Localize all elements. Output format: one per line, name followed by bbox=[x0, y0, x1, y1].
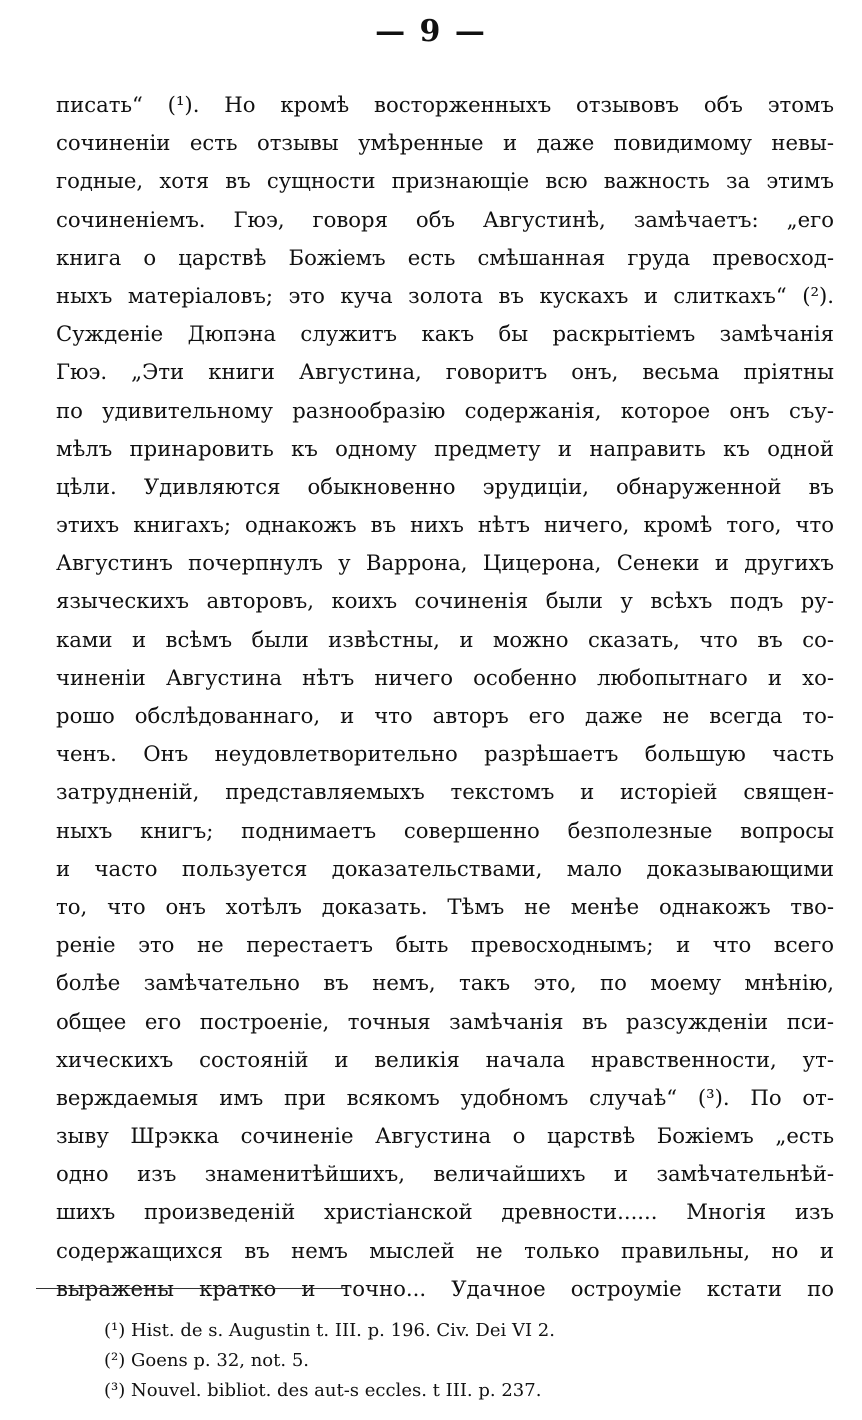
text-line: ченъ. Онъ неудовлетворительно разрѣшаетъ большую часть bbox=[56, 741, 834, 767]
text-line: выражены кратко и точно... Удачное остроуміе кстати по bbox=[56, 1275, 834, 1301]
text-line: Сужденіе Дюпэна служитъ какъ бы раскрытіемъ замѣчанія bbox=[56, 321, 834, 347]
footnote: (¹) Hist. de s. Augustin t. III. p. 196. Civ. Dei VI 2. bbox=[104, 1320, 555, 1341]
text-line: хическихъ состояній и великія начала нравственности, ут- bbox=[56, 1046, 834, 1072]
text-line: писать“ (¹). Но кромѣ восторженныхъ отзывовъ объ этомъ bbox=[56, 92, 834, 117]
text-line: Гюэ. „Эти книги Августина, говоритъ онъ, весьма пріятны bbox=[56, 359, 834, 385]
text-line: шихъ произведеній христіанской древности...... Многія изъ bbox=[56, 1199, 834, 1225]
text-line: одно изъ знаменитѣйшихъ, величайшихъ и замѣчательнѣй- bbox=[56, 1161, 834, 1187]
text-line: ныхъ матеріаловъ; это куча золота въ кускахъ и слиткахъ“ (²). bbox=[56, 282, 834, 308]
text-line: ныхъ книгъ; поднимаетъ совершенно безполезные вопросы bbox=[56, 817, 834, 843]
text-line: сочиненіи есть отзывы умѣренные и даже повидимому невы- bbox=[56, 130, 834, 156]
text-line: Августинъ почерпнулъ у Варрона, Цицерона, Сенеки и другихъ bbox=[56, 550, 834, 576]
text-line: годные, хотя въ сущности признающіе всю важность за этимъ bbox=[56, 168, 834, 194]
footnote: (²) Goens p. 32, not. 5. bbox=[104, 1350, 309, 1371]
text-line: цѣли. Удивляются обыкновенно эрудиціи, обнаруженной въ bbox=[56, 473, 834, 499]
text-line: то, что онъ хотѣлъ доказать. Тѣмъ не менѣе однакожъ тво- bbox=[56, 893, 834, 919]
text-line: рошо обслѣдованнаго, и что авторъ его даже не всегда то- bbox=[56, 703, 834, 728]
footnote-divider bbox=[36, 1288, 346, 1289]
text-line: по удивительному разнообразію содержанія, которое онъ съу- bbox=[56, 397, 834, 423]
text-line: языческихъ авторовъ, коихъ сочиненія были у всѣхъ подъ ру- bbox=[56, 588, 834, 614]
text-line: ками и всѣмъ были извѣстны, и можно сказать, что въ со- bbox=[56, 626, 834, 652]
text-line: затрудненій, представляемыхъ текстомъ и исторіей священ- bbox=[56, 779, 834, 805]
text-line: верждаемыя имъ при всякомъ удобномъ случаѣ“ (³). По от- bbox=[56, 1084, 834, 1110]
footnote: (³) Nouvel. bibliot. des aut-s eccles. t III. p. 237. bbox=[104, 1380, 542, 1401]
text-line: зыву Шрэкка сочиненіе Августина о царствѣ Божіемъ „есть bbox=[56, 1123, 834, 1149]
text-line: общее его построеніе, точныя замѣчанія въ разсужденіи пси- bbox=[56, 1008, 834, 1034]
text-line: содержащихся въ немъ мыслей не только правильны, но и bbox=[56, 1237, 834, 1263]
footnotes bbox=[104, 1316, 724, 1406]
text-line: чиненіи Августина нѣтъ ничего особенно любопытнаго и хо- bbox=[56, 664, 834, 690]
text-line: мѣлъ принаровить къ одному предмету и направить къ одной bbox=[56, 435, 834, 461]
text-line: этихъ книгахъ; однакожъ въ нихъ нѣтъ ничего, кромѣ того, что bbox=[56, 512, 834, 538]
page-number: — 9 — bbox=[375, 14, 487, 49]
body-text bbox=[56, 86, 834, 1308]
text-line: реніе это не перестаетъ быть превосходнымъ; и что всего bbox=[56, 932, 834, 958]
text-line: сочиненіемъ. Гюэ, говоря объ Августинѣ, замѣчаетъ: „его bbox=[56, 206, 834, 232]
text-line: и часто пользуется доказательствами, мало доказывающими bbox=[56, 855, 834, 881]
text-line: книга о царствѣ Божіемъ есть смѣшанная груда превосход- bbox=[56, 244, 834, 270]
text-line: болѣе замѣчательно въ немъ, такъ это, по моему мнѣнію, bbox=[56, 970, 834, 996]
